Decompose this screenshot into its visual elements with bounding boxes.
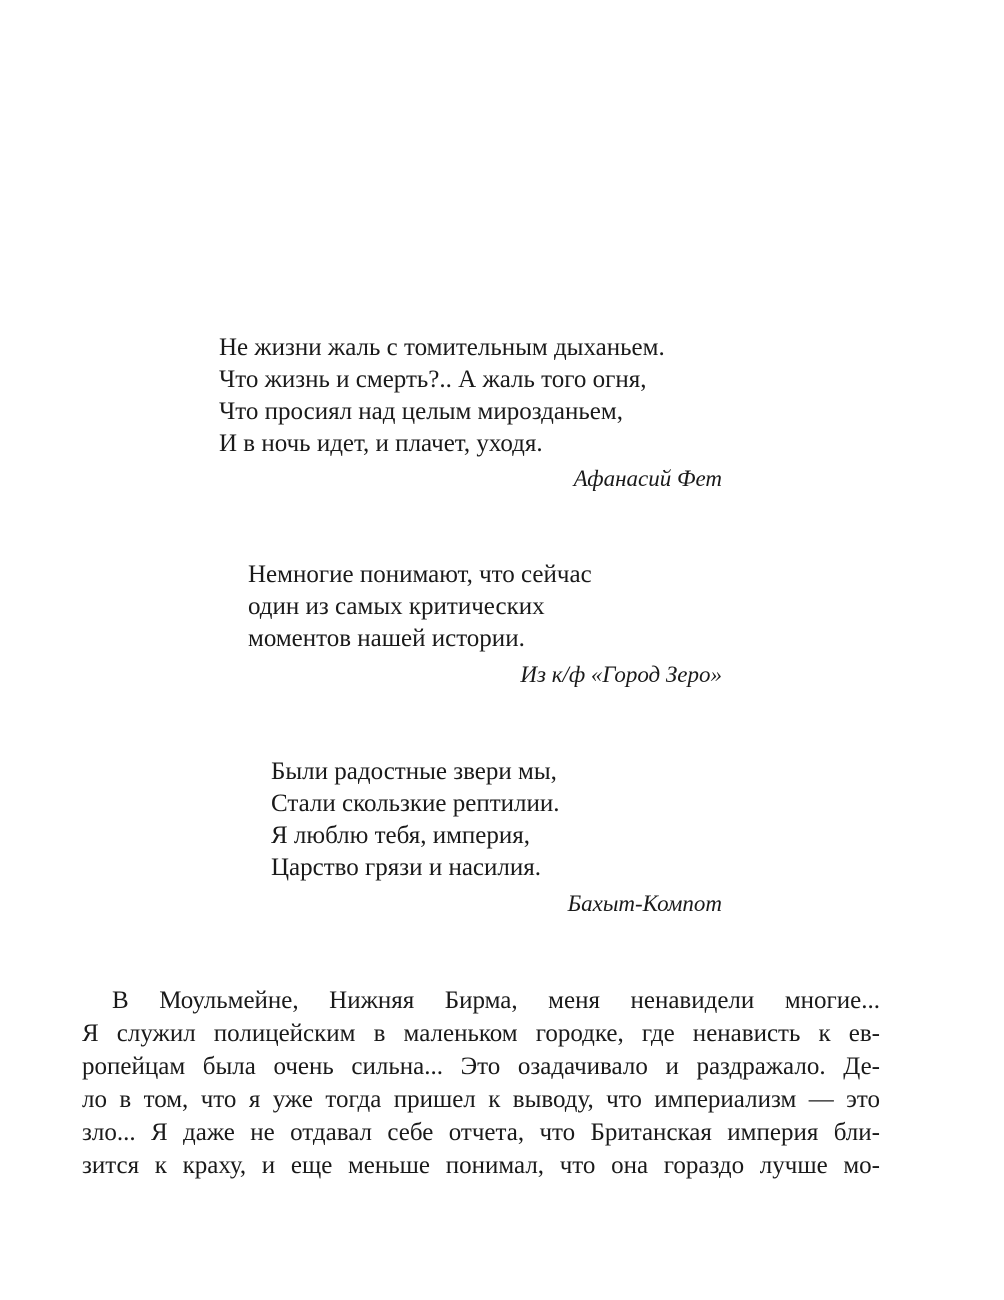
epigraph-line: Стали скользкие рептилии. bbox=[271, 790, 560, 817]
epigraph-line: Что просиял над целым мирозданьем, bbox=[219, 398, 623, 425]
epigraph-line: Были радостные звери мы, bbox=[271, 758, 557, 785]
epigraph-line: И в ночь идет, и плачет, уходя. bbox=[219, 430, 543, 457]
epigraph-attribution: Из к/ф «Город Зеро» bbox=[520, 662, 722, 687]
epigraph-line: Не жизни жаль с томительным дыханьем. bbox=[219, 334, 665, 361]
epigraph-film bbox=[248, 559, 722, 687]
epigraph-kompot bbox=[271, 756, 722, 916]
epigraph-attribution: Афанасий Фет bbox=[573, 466, 722, 491]
epigraph-line: Я люблю тебя, империя, bbox=[271, 822, 530, 849]
body-paragraph bbox=[82, 984, 880, 1182]
epigraph-line: моментов нашей истории. bbox=[248, 625, 525, 652]
paragraph-line: Я служил полицейским в маленьком городке, где ненависть к ев- bbox=[82, 1020, 880, 1047]
paragraph-line: зится к краху, и еще меньше понимал, что она гораздо лучше мо- bbox=[82, 1152, 880, 1179]
epigraph-line: Немногие понимают, что сейчас bbox=[248, 561, 592, 588]
epigraph-line: один из самых критических bbox=[248, 593, 545, 620]
epigraph-attribution: Бахыт-Компот bbox=[567, 891, 722, 916]
epigraph-fet bbox=[219, 332, 722, 491]
paragraph-line: ло в том, что я уже тогда пришел к выводу, что империализм — это bbox=[82, 1086, 880, 1113]
paragraph-line: ропейцам была очень сильна... Это озадачивало и раздражало. Де- bbox=[82, 1053, 880, 1080]
paragraph-line: В Моульмейне, Нижняя Бирма, меня ненавидели многие... bbox=[112, 987, 880, 1014]
epigraph-line: Что жизнь и смерть?.. А жаль того огня, bbox=[219, 366, 647, 393]
epigraph-line: Царство грязи и насилия. bbox=[271, 854, 541, 881]
paragraph-line: зло... Я даже не отдавал себе отчета, что Британская империя бли- bbox=[82, 1119, 880, 1146]
